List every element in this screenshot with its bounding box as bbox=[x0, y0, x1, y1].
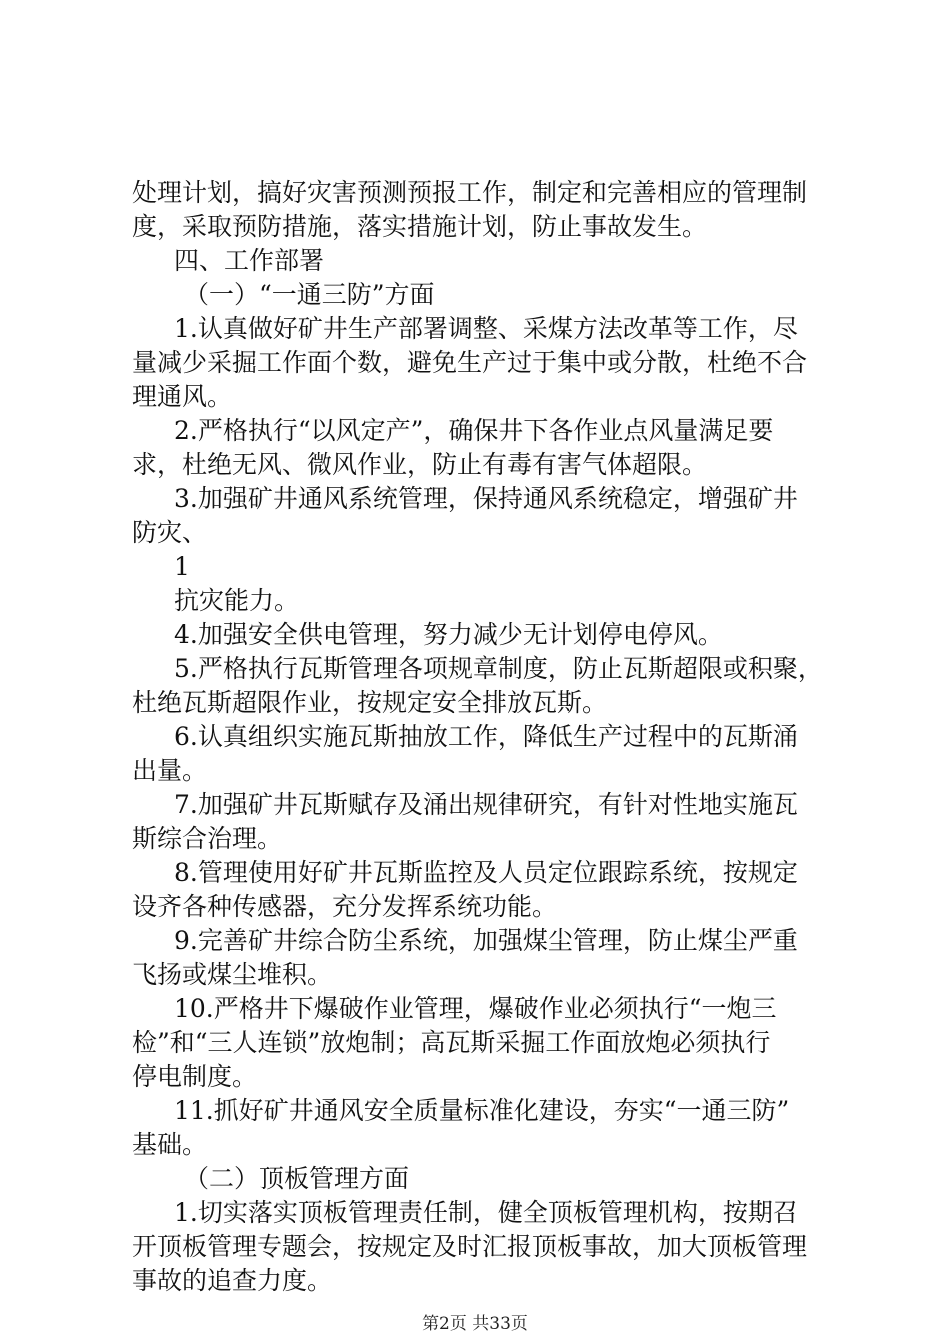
text-line: 杜绝瓦斯超限作业，按规定安全排放瓦斯。 bbox=[132, 688, 608, 717]
text-line: 防灾、 bbox=[132, 518, 208, 547]
inline-page-number: 1 bbox=[174, 552, 190, 581]
text-line: 2.严格执行“以风定产”，确保井下各作业点风量满足要 bbox=[174, 416, 774, 445]
text-line: 1.切实落实顶板管理责任制，健全顶板管理机构，按期召 bbox=[174, 1198, 798, 1227]
text-line: 7.加强矿井瓦斯赋存及涌出规律研究，有针对性地实施瓦 bbox=[174, 790, 798, 819]
text-line: 求，杜绝无风、微风作业，防止有毒有害气体超限。 bbox=[132, 450, 708, 479]
text-line: 1.认真做好矿井生产部署调整、采煤方法改革等工作，尽 bbox=[174, 314, 798, 343]
text-line: 处理计划，搞好灾害预测预报工作，制定和完善相应的管理制 bbox=[132, 178, 808, 207]
text-line: 度，采取预防措施，落实措施计划，防止事故发生。 bbox=[132, 212, 708, 241]
section-heading: 四、工作部署 bbox=[174, 246, 325, 275]
text-line: 8.管理使用好矿井瓦斯监控及人员定位跟踪系统，按规定 bbox=[174, 858, 798, 887]
text-line: 5.严格执行瓦斯管理各项规章制度，防止瓦斯超限或积聚， bbox=[174, 654, 823, 683]
subsection-heading: （二）顶板管理方面 bbox=[184, 1164, 410, 1193]
text-line: 3.加强矿井通风系统管理，保持通风系统稳定，增强矿井 bbox=[174, 484, 798, 513]
text-line: 6.认真组织实施瓦斯抽放工作，降低生产过程中的瓦斯涌 bbox=[174, 722, 798, 751]
text-line: 9.完善矿井综合防尘系统，加强煤尘管理，防止煤尘严重 bbox=[174, 926, 798, 955]
text-line: 出量。 bbox=[132, 756, 208, 785]
text-line: 事故的追查力度。 bbox=[132, 1266, 333, 1295]
text-line: 停电制度。 bbox=[132, 1062, 258, 1091]
text-line: 开顶板管理专题会，按规定及时汇报顶板事故，加大顶板管理 bbox=[132, 1232, 808, 1261]
text-line: 抗灾能力。 bbox=[174, 586, 300, 615]
text-line: 飞扬或煤尘堆积。 bbox=[132, 960, 333, 989]
page-footer: 第2页 共33页 bbox=[422, 1314, 528, 1334]
text-line: 10.严格井下爆破作业管理，爆破作业必须执行“一炮三 bbox=[174, 994, 777, 1023]
text-line: 斯综合治理。 bbox=[132, 824, 283, 853]
text-line: 检”和“三人连锁”放炮制；高瓦斯采掘工作面放炮必须执行 bbox=[132, 1028, 771, 1057]
subsection-heading: （一）“一通三防”方面 bbox=[184, 280, 435, 309]
text-line: 基础。 bbox=[132, 1130, 208, 1159]
text-line: 11.抓好矿井通风安全质量标准化建设，夯实“一通三防” bbox=[174, 1096, 790, 1125]
text-line: 4.加强安全供电管理，努力减少无计划停电停风。 bbox=[174, 620, 723, 649]
text-line: 设齐各种传感器，充分发挥系统功能。 bbox=[132, 892, 558, 921]
text-line: 量减少采掘工作面个数，避免生产过于集中或分散，杜绝不合 bbox=[132, 348, 808, 377]
text-line: 理通风。 bbox=[132, 382, 233, 411]
